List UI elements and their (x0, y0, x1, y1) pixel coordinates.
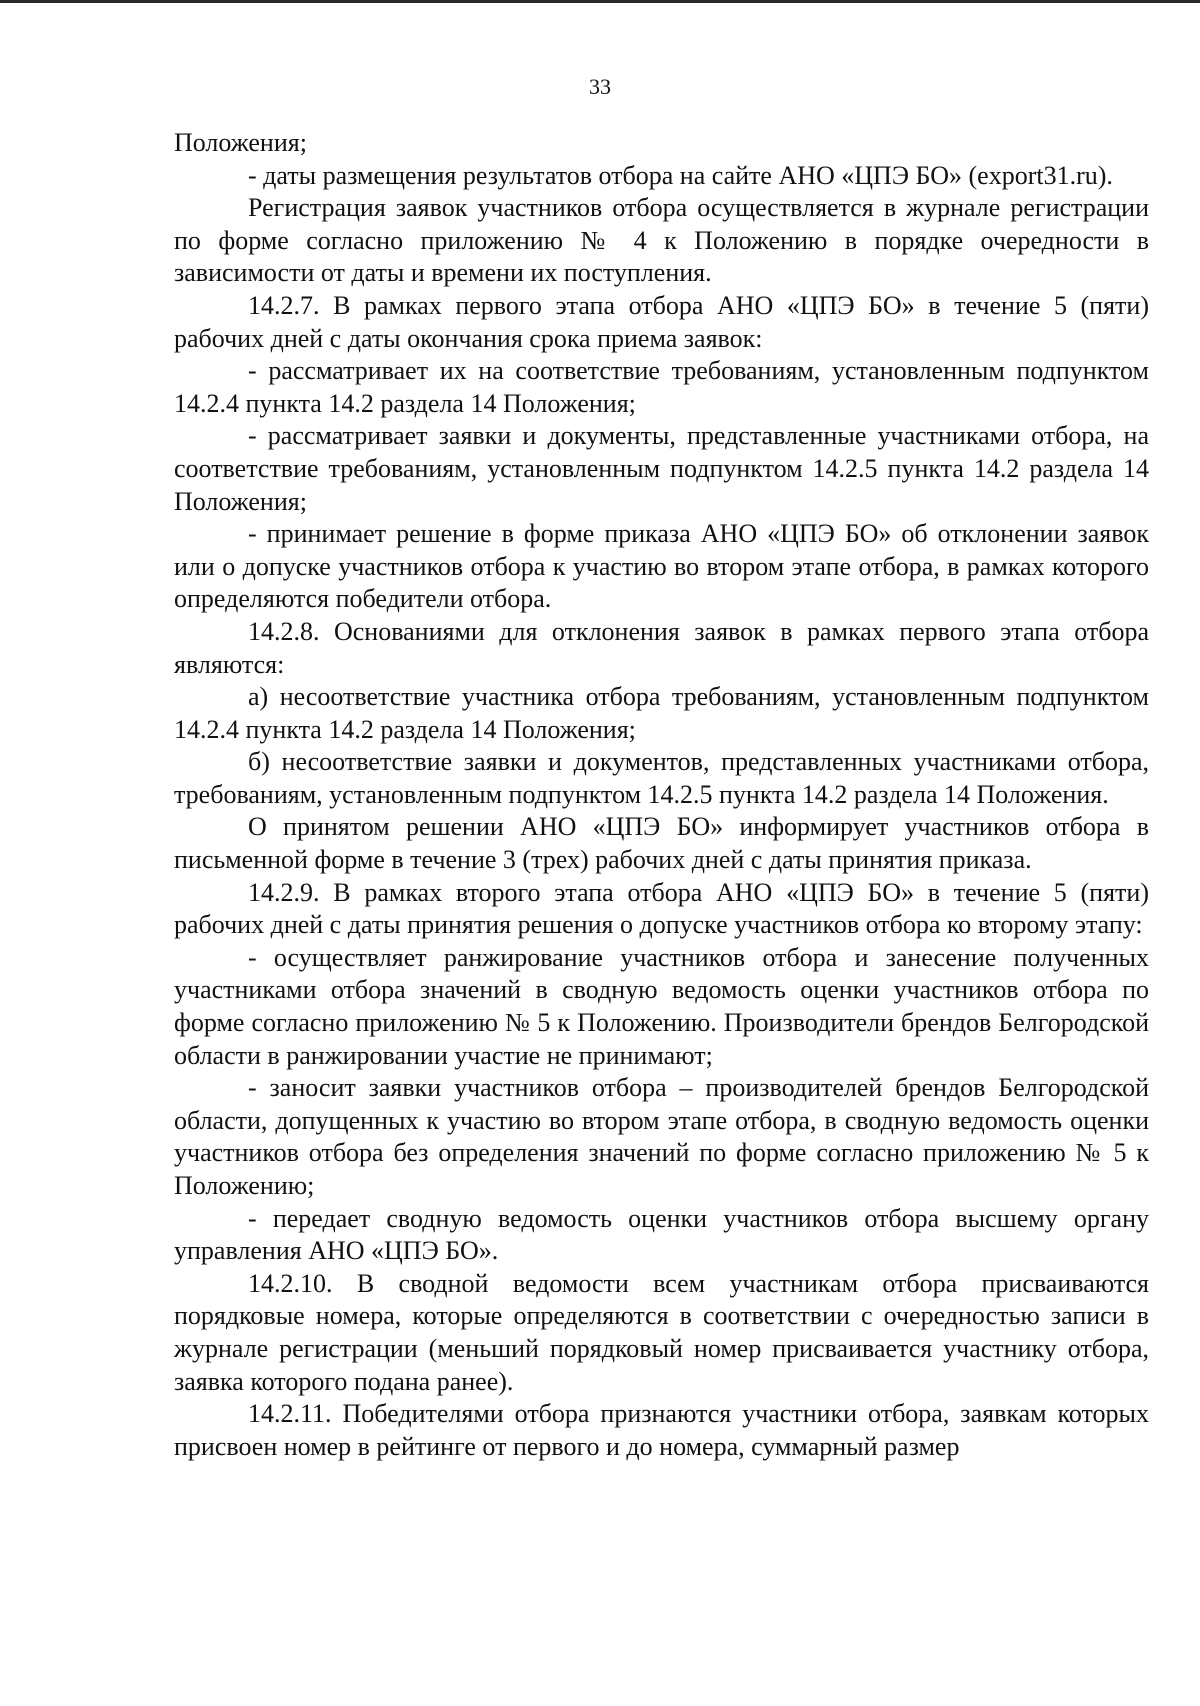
paragraph: - даты размещения результатов отбора на сайте АНО «ЦПЭ БО» (export31.ru). (248, 160, 1113, 190)
paragraph: - рассматривает заявки и документы, представленные участниками отбора, на соответствие требованиям, установленным подпунктом 14.2.5 пункта 14.2 раздела 14 Положения; (174, 421, 1149, 516)
paragraph: - рассматривает их на соответствие требованиям, установленным подпунктом 14.2.4 пункта 14.2 раздела 14 Положения; (174, 356, 1149, 418)
paragraph: - передает сводную ведомость оценки участников отбора высшему органу управления АНО «ЦПЭ БО». (174, 1203, 1149, 1266)
paragraph: О принятом решении АНО «ЦПЭ БО» информирует участников отбора в письменной форме в течение 3 (трех) рабочих дней с даты принятия приказа. (174, 812, 1149, 875)
paragraph: а) несоответствие участника отбора требованиям, установленным подпунктом 14.2.4 пункта 14.2 раздела 14 Положения; (174, 682, 1149, 744)
page-number: 33 (589, 74, 611, 99)
paragraph: Регистрация заявок участников отбора осуществляется в журнале регистрации по форме согласно приложению № 4 к Положению в порядке очередности в зависимости от даты и времени их поступления. (174, 193, 1149, 288)
document-body (174, 127, 1149, 1463)
paragraph: 14.2.7. В рамках первого этапа отбора АНО «ЦПЭ БО» в течение 5 (пяти) рабочих дней с даты окончания срока приема заявок: (174, 290, 1149, 353)
paragraph: - принимает решение в форме приказа АНО «ЦПЭ БО» об отклонении заявок или о допуске участников отбора к участию во втором этапе отбора, в рамках которого определяются победители отбора. (174, 519, 1149, 614)
paragraph: - осуществляет ранжирование участников отбора и занесение полученных участниками отбора значений в сводную ведомость оценки участников отбора по форме согласно приложению № 5 к Положению. Производители брендов Белгородской области в ранжировании участие не принимают; (174, 942, 1149, 1070)
paragraph: - заносит заявки участников отбора – производителей брендов Белгородской области, допущенных к участию во втором этапе отбора, в сводную ведомость оценки участников отбора без определения значений по форме согласно приложению № 5 к Положению; (174, 1073, 1149, 1200)
paragraph: 14.2.11. Победителями отбора признаются участники отбора, заявкам которых присвоен номер в рейтинге от первого и до номера, суммарный размер (174, 1399, 1149, 1461)
paragraph: 14.2.8. Основаниями для отклонения заявок в рамках первого этапа отбора являются: (174, 616, 1149, 679)
paragraph: 14.2.9. В рамках второго этапа отбора АНО «ЦПЭ БО» в течение 5 (пяти) рабочих дней с даты принятия решения о допуске участников отбора ко второму этапу: (174, 877, 1149, 940)
paragraph: б) несоответствие заявки и документов, представленных участниками отбора, требованиям, установленным подпунктом 14.2.5 пункта 14.2 раздела 14 Положения. (174, 747, 1149, 809)
paragraph: Положения; (174, 128, 307, 157)
scan-edge-line (0, 0, 1200, 3)
paragraph: 14.2.10. В сводной ведомости всем участникам отбора присваиваются порядковые номера, которые определяются в соответствии с очередностью записи в журнале регистрации (меньший порядковый номер присваивается участнику отбора, заявка которого подана ранее). (174, 1268, 1149, 1396)
